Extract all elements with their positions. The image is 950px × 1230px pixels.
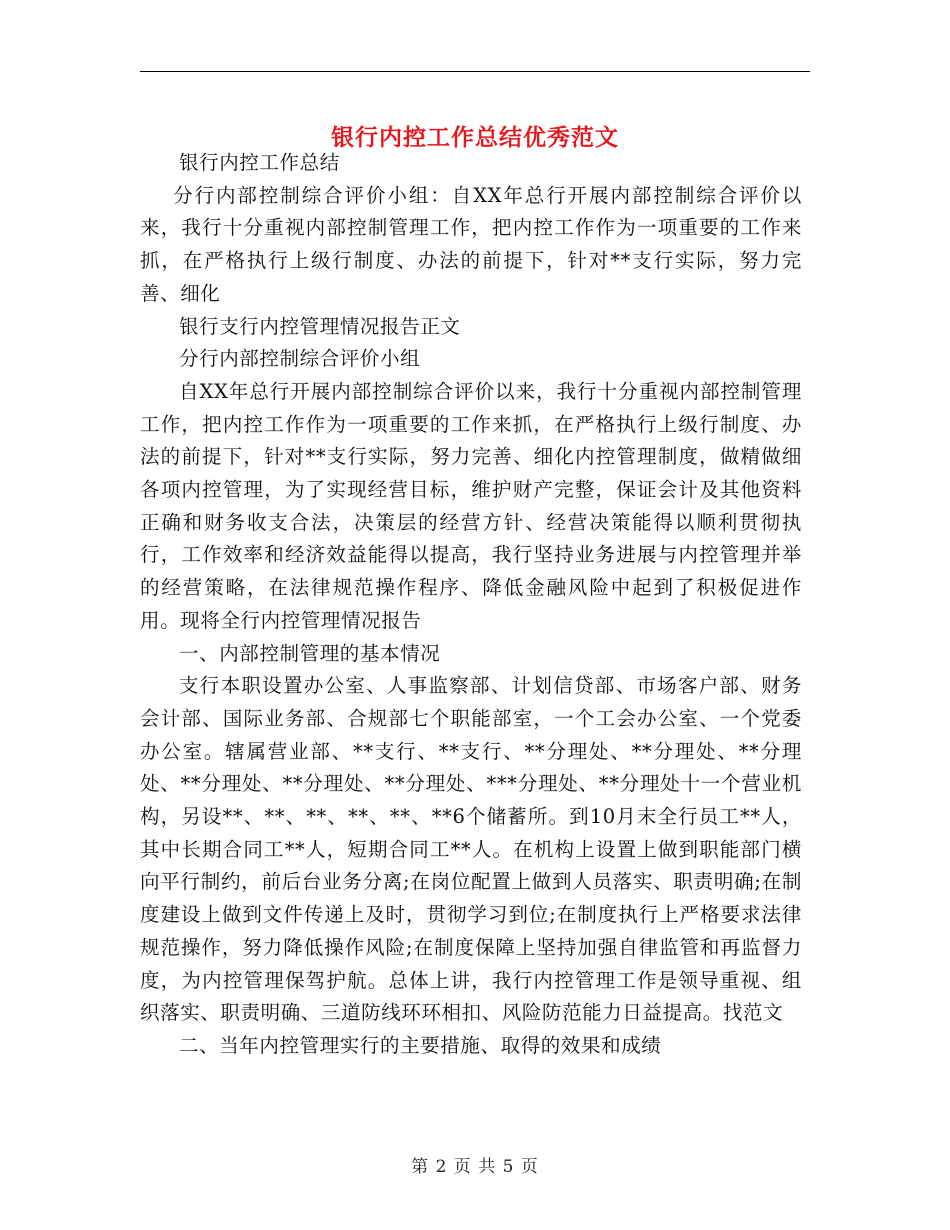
paragraph-addressee: 分行内部控制综合评价小组 [179,347,421,371]
section-heading-2: 二、当年内控管理实行的主要措施、取得的效果和成绩 [179,1033,662,1057]
paragraph-heading-summary: 银行内控工作总结 [179,151,340,174]
paragraph-heading-report: 银行支行内控管理情况报告正文 [179,314,461,338]
page-indicator: 第 2 页 共 5 页 [411,1157,539,1177]
section-heading-1: 一、内部控制管理的基本情况 [179,641,441,665]
paragraph-intro: 分行内部控制综合评价小组：自XX年总行开展内部控制综合评价以来，我行十分重视内部控制管理工作，把内控工作作为一项重要的工作来抓，在严格执行上级行制度、办法的前提下，针对**支行实际，努力完善、细化 [140,183,802,305]
header-rule [140,71,810,72]
paragraph-report-body: 自XX年总行开展内部控制综合评价以来，我行十分重视内部控制管理工作，把内控工作作为一项重要的工作来抓，在严格执行上级行制度、办法的前提下，针对**支行实际，努力完善、细化内控管理制度，做精做细各项内控管理，为了实现经营目标，维护财产完整，保证会计及其他资料正确和财务收支合法，决策层的经营方针、经营决策能得以顺利贯彻执行，工作效率和经济效益能得以提高，我行坚持业务进展与内控管理并举的经营策略，在法律规范操作程序、降低金融风险中起到了积极促进作用。现将全行内控管理情况报告 [140,379,802,632]
paragraph-basic-situation: 支行本职设置办公室、人事监察部、计划信贷部、市场客户部、财务会计部、国际业务部、合规部七个职能部室，一个工会办公室、一个党委办公室。辖属营业部、**支行、**支行、**分理处、**分理处、**分理处、**分理处、**分理处、**分理处、***分理处、**分理处十一个营业机构，另设**、**、**、**、**、**6个储蓄所。到10月末全行员工**人，其中长期合同工**人，短期合同工**人。在机构上设置上做到职能部门横向平行制约，前后台业务分离;在岗位配置上做到人员落实、职责明确;在制度建设上做到文件传递上及时，贯彻学习到位;在制度执行上严格要求法律规范操作，努力降低操作风险;在制度保障上坚持加强自律监管和再监督力度，为内控管理保驾护航。总体上讲，我行内控管理工作是领导重视、组织落实、职责明确、三道防线环环相扣、风险防范能力日益提高。找范文 [140,674,802,1025]
document-body [140,147,802,1063]
document-title: 银行内控工作总结优秀范文 [331,124,619,152]
